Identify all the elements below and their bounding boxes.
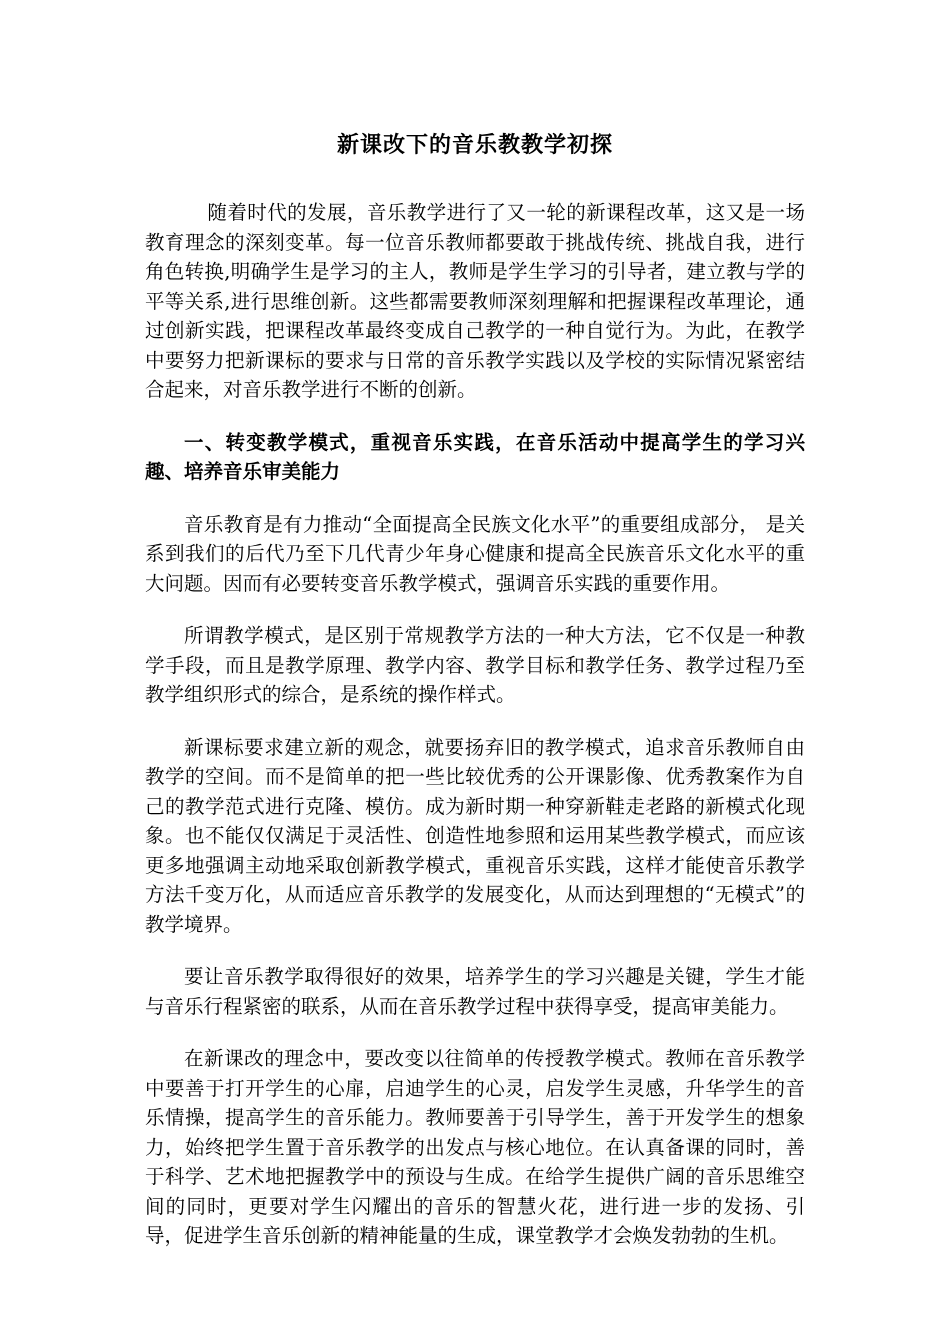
document-page: [145, 130, 805, 1274]
section-heading: 一、转变教学模式，重视音乐实践，在音乐活动中提高学生的学习兴趣、培养音乐审美能力: [145, 430, 805, 483]
body-paragraph-2: 所谓教学模式，是区别于常规教学方法的一种大方法，它不仅是一种教学手段，而且是教学原理、教学内容、教学目标和教学任务、教学过程乃至教学组织形式的综合，是系统的操作样式。: [145, 624, 805, 706]
body-paragraph-4: 要让音乐教学取得很好的效果，培养学生的学习兴趣是关键，学生才能与音乐行程紧密的联系，从而在音乐教学过程中获得享受，提高审美能力。: [145, 965, 805, 1018]
body-paragraph-5: 在新课改的理念中，要改变以往简单的传授教学模式。教师在音乐教学中要善于打开学生的心扉，启迪学生的心灵，启发学生灵感，升华学生的音乐情操，提高学生的音乐能力。教师要善于引导学生，善于开发学生的想象力，始终把学生置于音乐教学的出发点与核心地位。在认真备课的同时，善于科学、艺术地把握教学中的预设与生成。在给学生提供广阔的音乐思维空间的同时，更要对学生闪耀出的音乐的智慧火花，进行进一步的发扬、引导，促进学生音乐创新的精神能量的生成，课堂教学才会焕发勃勃的生机。: [145, 1047, 805, 1247]
body-paragraph-3: 新课标要求建立新的观念，就要扬弃旧的教学模式，追求音乐教师自由教学的空间。而不是简单的把一些比较优秀的公开课影像、优秀教案作为自己的教学范式进行克隆、模仿。成为新时期一种穿新鞋走老路的新模式化现象。也不能仅仅满足于灵活性、创造性地参照和运用某些教学模式，而应该更多地强调主动地采取创新教学模式，重视音乐实践，这样才能使音乐教学方法千变万化，从而适应音乐教学的发展变化，从而达到理想的“无模式”的教学境界。: [145, 735, 805, 936]
intro-paragraph: 随着时代的发展，音乐教学进行了又一轮的新课程改革，这又是一场教育理念的深刻变革。每一位音乐教师都要敢于挑战传统、挑战自我，进行角色转换,明确学生是学习的主人，教师是学生学习的引导者，建立教与学的平等关系,进行思维创新。这些都需要教师深刻理解和把握课程改革理论，通过创新实践，把课程改革最终变成自己教学的一种自觉行为。为此，在教学中要努力把新课标的要求与日常的音乐教学实践以及学校的实际情况紧密结合起来，对音乐教学进行不断的创新。: [145, 201, 805, 401]
document-title: 新课改下的音乐教教学初探: [336, 132, 613, 158]
body-paragraph-1: 音乐教育是有力推动“全面提高全民族文化水平”的重要组成部分， 是关系到我们的后代乃至下几代青少年身心健康和提高全民族音乐文化水平的重大问题。因而有必要转变音乐教学模式，强调音乐实践的重要作用。: [145, 512, 805, 595]
